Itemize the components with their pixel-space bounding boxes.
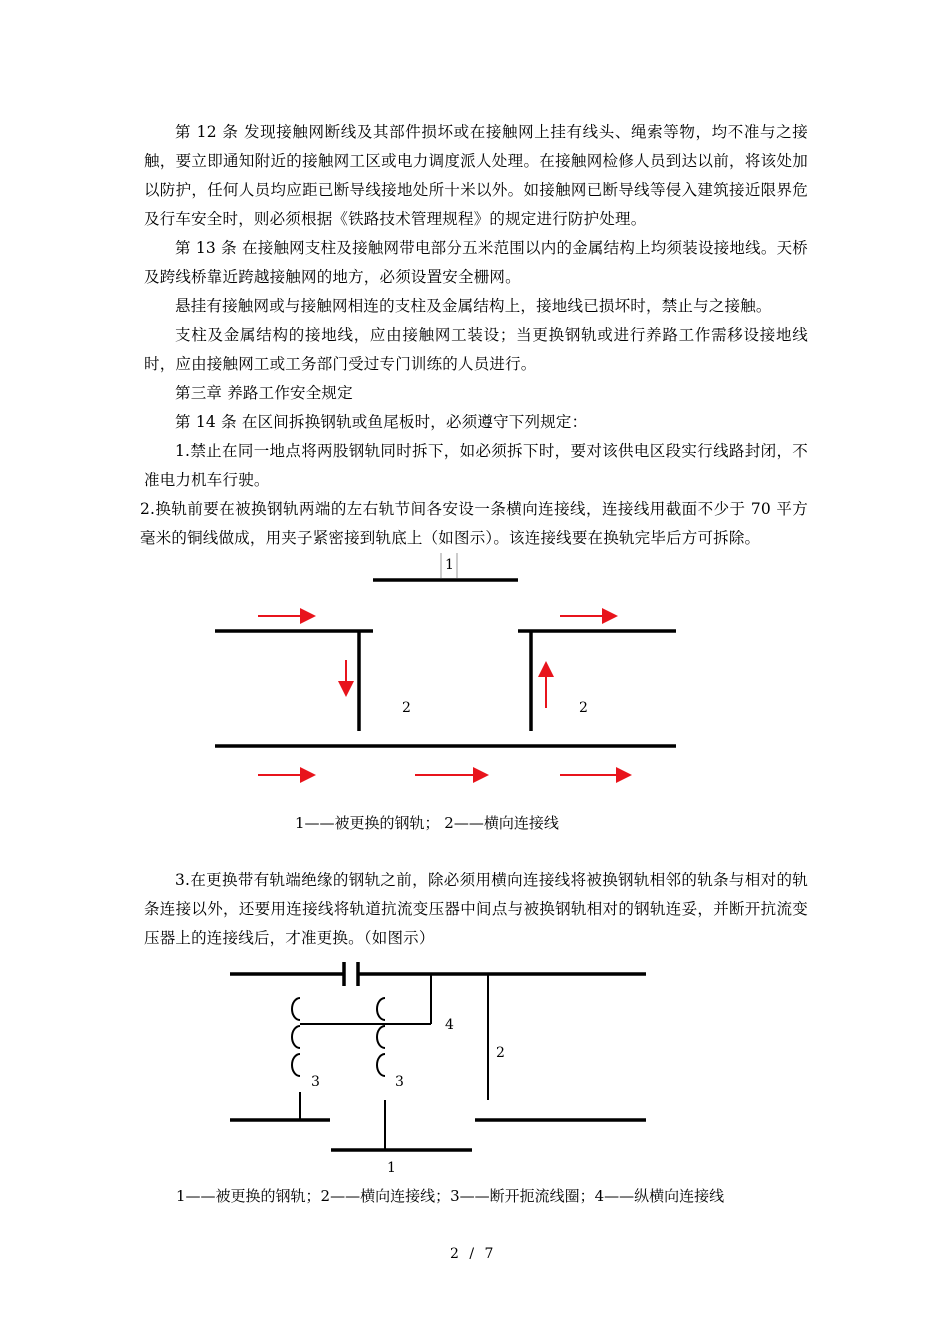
- figure2-caption: 1——被更换的钢轨；2——横向连接线；3——断开扼流线圈；4——纵横向连接线: [176, 1187, 725, 1205]
- fig2-label-3-left: 3: [311, 1074, 320, 1090]
- figure1-caption: 1——被更换的钢轨； 2——横向连接线: [295, 814, 559, 832]
- paragraph-grounding-install: 支柱及金属结构的接地线，应由接触网工装设；当更换钢轨或进行养路工作需移设接地线时，应由接触网工或工务部门受过专门训练的人员进行。: [144, 326, 808, 373]
- fig2-label-2: 2: [496, 1045, 505, 1061]
- paragraph-grounding-damaged: 悬挂有接触网或与接触网相连的支柱及金属结构上，接地线已损坏时，禁止与之接触。: [175, 297, 772, 315]
- fig2-label-3-right: 3: [395, 1074, 404, 1090]
- fig2-label-4: 4: [445, 1017, 454, 1033]
- coil-left-1: [292, 998, 300, 1020]
- figure2-rails: [230, 962, 646, 1150]
- paragraph-rule-3: 3.在更换带有轨端绝缘的钢轨之前，除必须用横向连接线将被换钢轨相邻的轨条与相对的轨条连接以外，还要用连接线将轨道抗流变压器中间点与被换钢轨相对的钢轨连妥，并断开抗流变压器上的连接线后，才准更换。（如图示）: [144, 871, 808, 947]
- coil-left-2: [292, 1026, 300, 1048]
- paragraph-article-14: 第 14 条 在区间拆换钢轨或鱼尾板时，必须遵守下列规定：: [175, 413, 588, 431]
- paragraph-article-13: 第 13 条 在接触网支柱及接触网带电部分五米范围以内的金属结构上均须装设接地线。天桥及跨线桥靠近跨越接触网的地方，必须设置安全栅网。: [144, 239, 808, 286]
- page-number: 2 / 7: [450, 1246, 497, 1262]
- coil-right-3: [377, 1054, 385, 1076]
- paragraph-rule-2: 2.换轨前要在被换钢轨两端的左右轨节间各安设一条横向连接线，连接线用截面不少于 70 平方毫米的铜线做成，用夹子紧密接到轨底上（如图示）。该连接线要在换轨完毕后方可拆除。: [140, 500, 808, 547]
- fig2-label-1: 1: [387, 1160, 396, 1176]
- coil-left-3: [292, 1054, 300, 1076]
- figure2-wires: [300, 974, 488, 1150]
- fig1-label-1: 1: [445, 557, 454, 573]
- paragraph-rule-1: 1.禁止在同一地点将两股钢轨同时拆下，如必须拆下时，要对该供电区段实行线路封闭，不准电力机车行驶。: [144, 442, 808, 489]
- paragraph-article-12: 第 12 条 发现接触网断线及其部件损坏或在接触网上挂有线头、绳索等物，均不准与之接触，要立即通知附近的接触网工区或电力调度派人处理。在接触网检修人员到达以前，将该处加以防护，任何人员均应距已断导线接地处所十米以外。如接触网已断导线等侵入建筑接近限界危及行车安全时，则必须根据《铁路技术管理规程》的规定进行防护处理。: [144, 123, 808, 228]
- chapter-heading: 第三章 养路工作安全规定: [175, 384, 353, 402]
- coil-right-1: [377, 998, 385, 1020]
- fig1-label-2-left: 2: [402, 700, 411, 716]
- choke-coils: [292, 998, 385, 1076]
- fig1-label-2-right: 2: [579, 700, 588, 716]
- coil-right-2: [377, 1026, 385, 1048]
